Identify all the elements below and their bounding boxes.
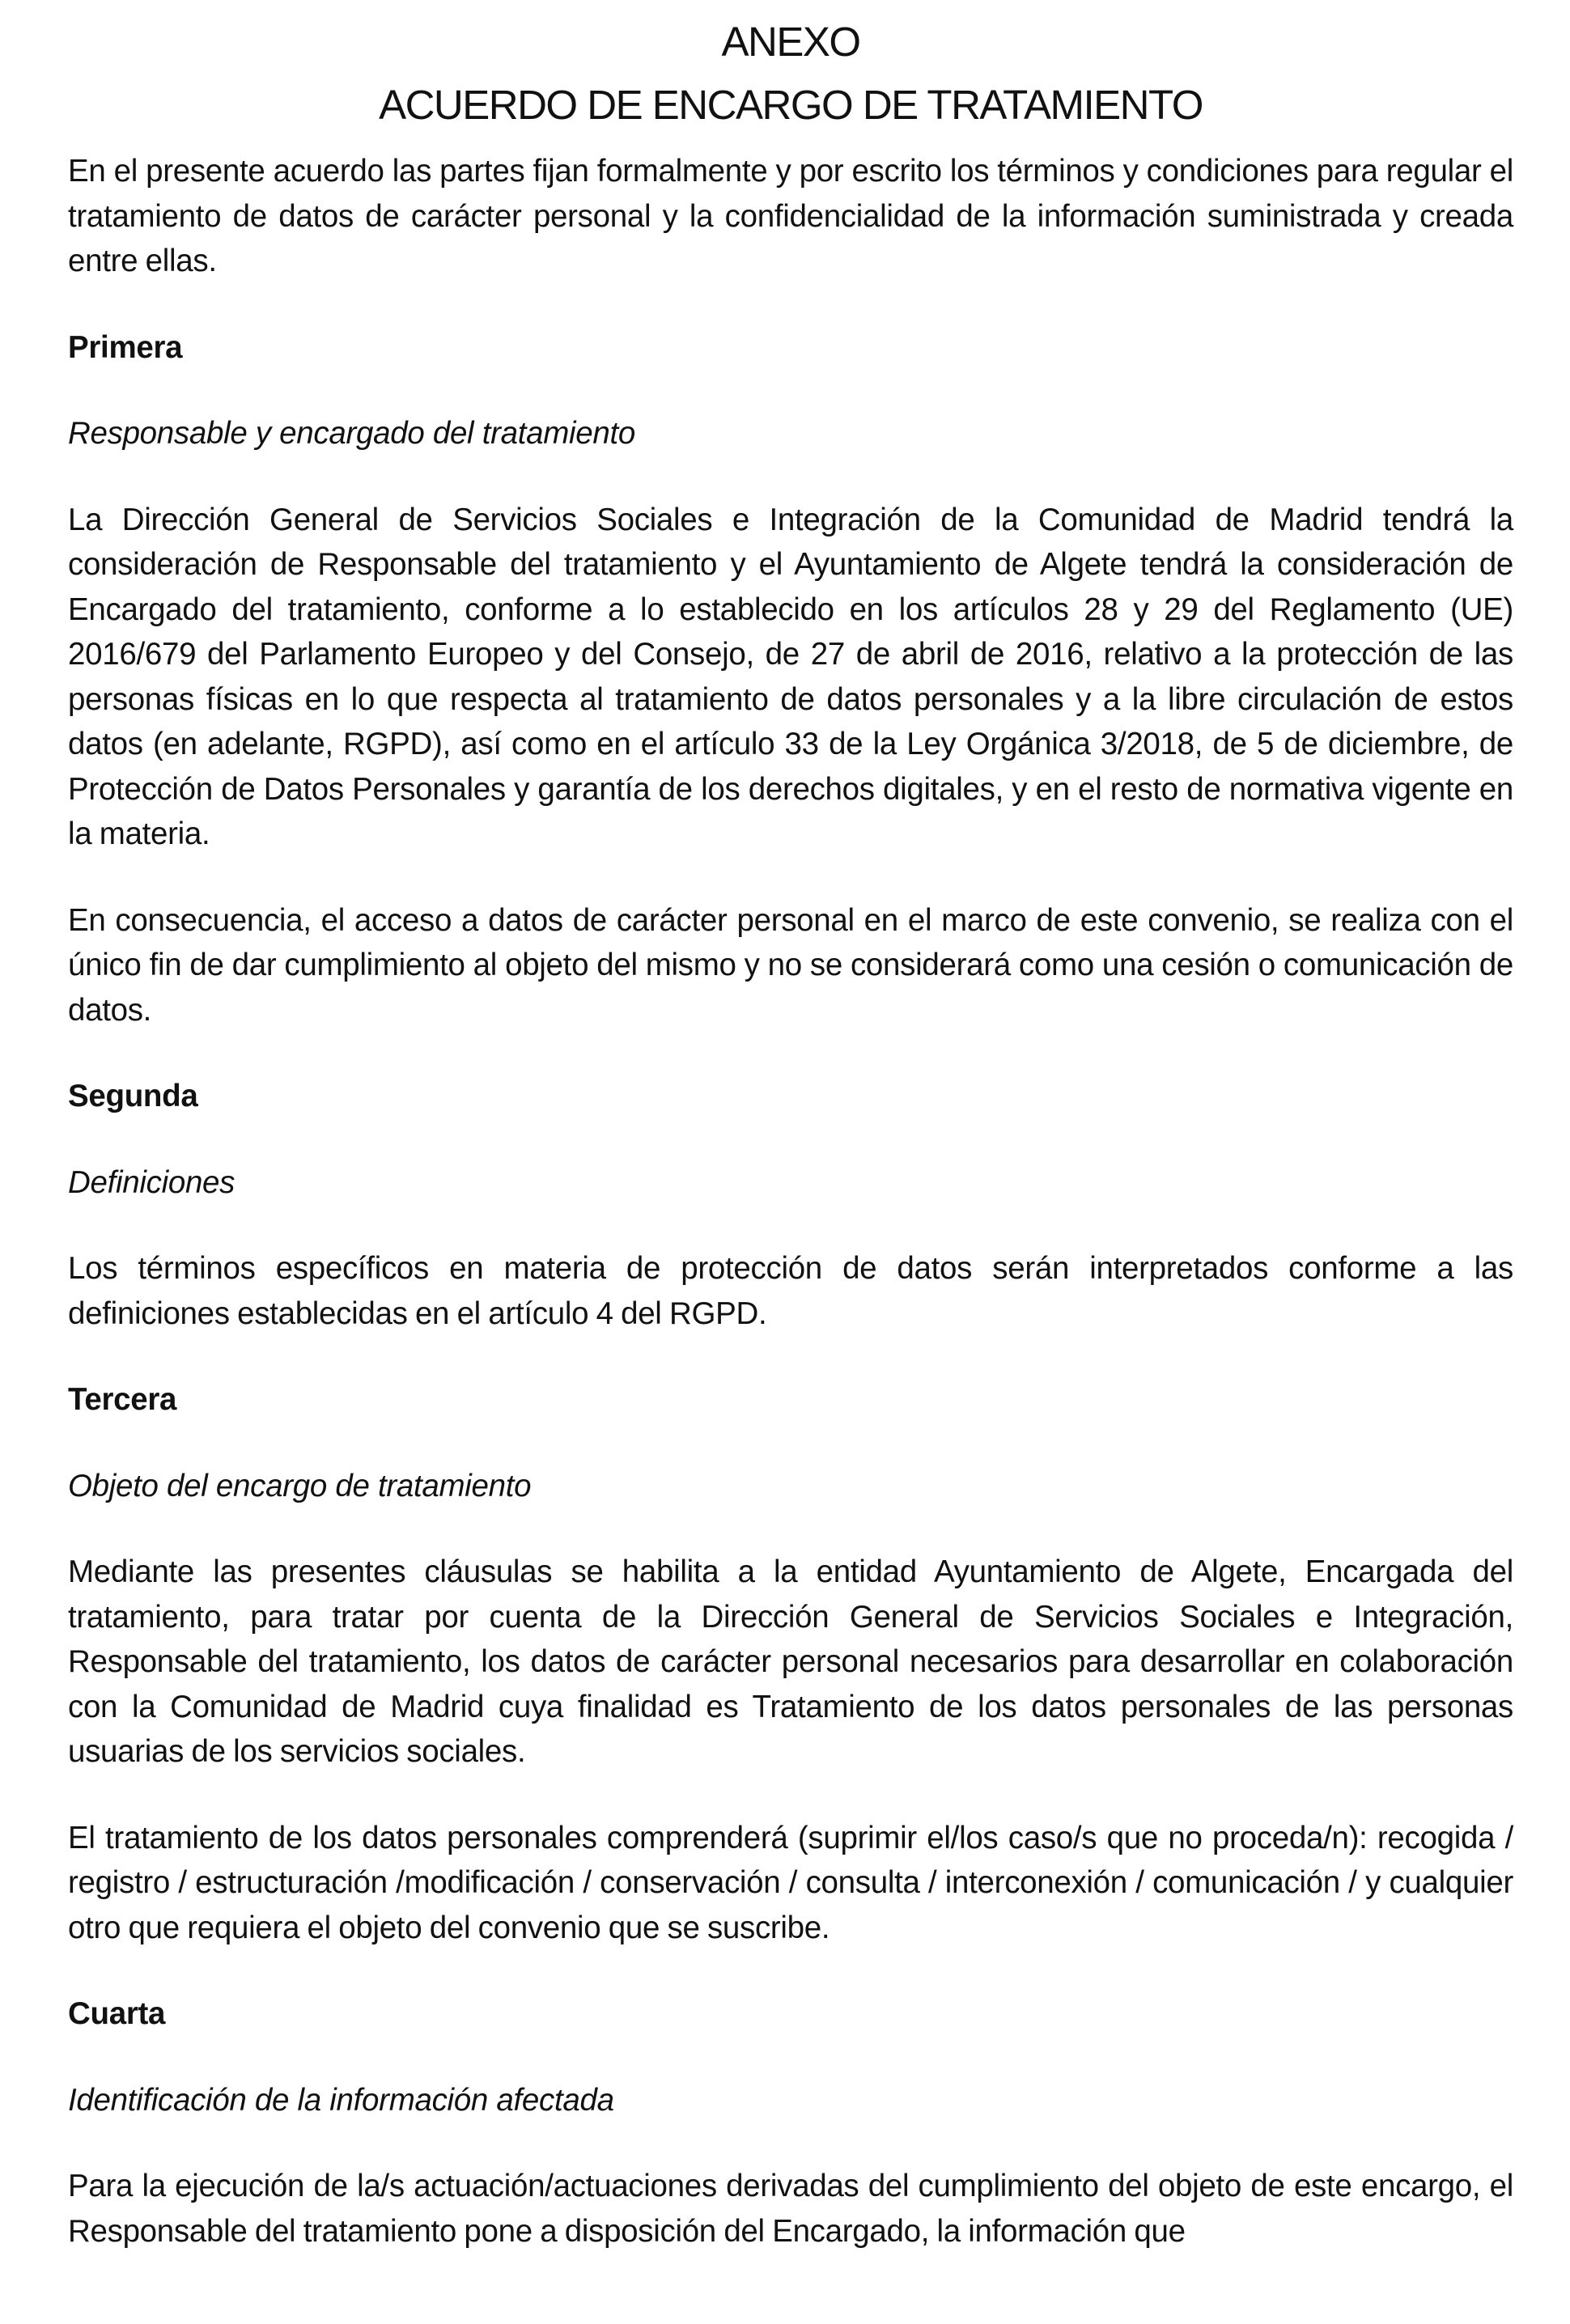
intro-paragraph: En el presente acuerdo las partes fijan formalmente y por escrito los términos y condiciones para regular el tratamiento de datos de carácter personal y la confidencialidad de la información suministrada y creada entre ellas. <box>68 154 1513 278</box>
document-title: ANEXO <box>721 19 860 65</box>
section-paragraph: Mediante las presentes cláusulas se habilita a la entidad Ayuntamiento de Algete, Encargada del tratamiento, para tratar por cuenta de la Dirección General de Servicios Sociales e Integración, Responsable del tratamiento, los datos de carácter personal necesarios para desarrollar en colaboración con la Comunidad de Madrid cuya finalidad es Tratamiento de los datos personales de las personas usuarias de los servicios sociales. <box>68 1554 1513 1769</box>
document-page <box>68 16 1513 2254</box>
section-paragraph: En consecuencia, el acceso a datos de carácter personal en el marco de este convenio, se realiza con el único fin de dar cumplimiento al objeto del mismo y no se considerará como una cesión o comunicación de datos. <box>68 902 1513 1028</box>
section-heading-tercera: Tercera <box>68 1382 177 1417</box>
section-subheading-cuarta: Identificación de la información afectada <box>68 2082 614 2118</box>
section-heading-cuarta: Cuarta <box>68 1996 166 2031</box>
section-heading-segunda: Segunda <box>68 1079 198 1113</box>
section-paragraph: Los términos específicos en materia de protección de datos serán interpretados conforme a las definiciones establecidas en el artículo 4 del RGPD. <box>68 1251 1513 1331</box>
document-subtitle: ACUERDO DE ENCARGO DE TRATAMIENTO <box>379 82 1203 128</box>
section-subheading-segunda: Definiciones <box>68 1164 236 1200</box>
section-paragraph: Para la ejecución de la/s actuación/actuaciones derivadas del cumplimiento del objeto de este encargo, el Responsable del tratamiento pone a disposición del Encargado, la información que <box>68 2169 1513 2249</box>
section-paragraph: El tratamiento de los datos personales comprenderá (suprimir el/los caso/s que no proceda/n): recogida / registro / estructuración /modificación / conservación / consulta / interconexión / comunicación / y cualquier otro que requiera el objeto del convenio que se suscribe. <box>68 1820 1513 1945</box>
section-subheading-tercera: Objeto del encargo de tratamiento <box>68 1468 532 1503</box>
section-heading-primera: Primera <box>68 329 183 365</box>
section-paragraph: La Dirección General de Servicios Sociales e Integración de la Comunidad de Madrid tendrá la consideración de Responsable del tratamiento y el Ayuntamiento de Algete tendrá la consideración de Encargado del tratamiento, conforme a lo establecido en los artículos 28 y 29 del Reglamento (UE) 2016/679 del Parlamento Europeo y del Consejo, de 27 de abril de 2016, relativo a la protección de las personas físicas en lo que respecta al tratamiento de datos personales y a la libre circulación de estos datos (en adelante, RGPD), así como en el artículo 33 de la Ley Orgánica 3/2018, de 5 de diciembre, de Protección de Datos Personales y garantía de los derechos digitales, y en el resto de normativa vigente en la materia. <box>68 502 1513 851</box>
section-subheading-primera: Responsable y encargado del tratamiento <box>68 416 636 451</box>
